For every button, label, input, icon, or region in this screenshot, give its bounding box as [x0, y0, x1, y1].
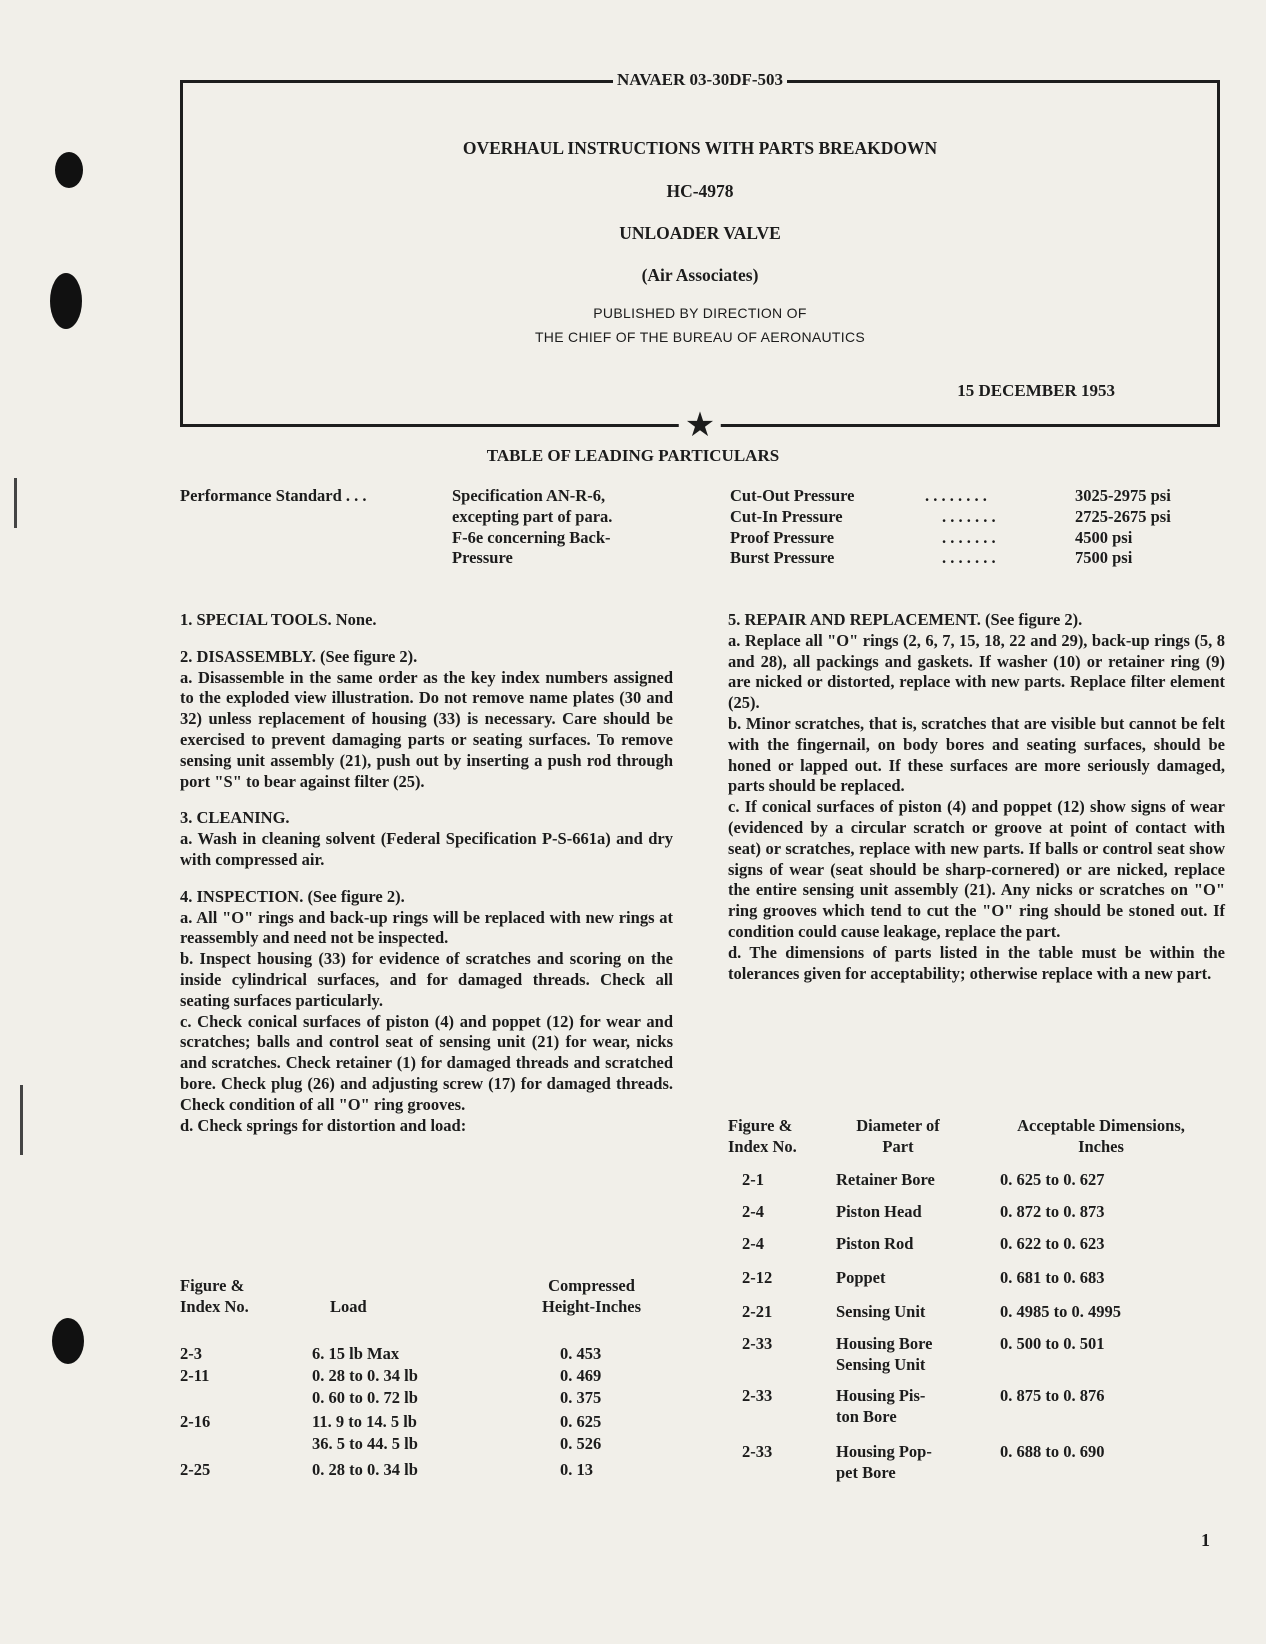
table-cell-dimension: 0. 872 to 0. 873	[1000, 1202, 1105, 1221]
document-title: OVERHAUL INSTRUCTIONS WITH PARTS BREAKDOWN	[462, 138, 938, 158]
section-repair-heading: 5. REPAIR AND REPLACEMENT. (See figure 2).	[728, 610, 1083, 629]
pressure-row: Cut-Out Pressure . . . . . . . . 3025-2975 psi	[730, 486, 1171, 505]
publication-date: 15 DECEMBER 1953	[957, 381, 1115, 400]
manufacturer: (Air Associates)	[641, 265, 759, 285]
table-cell-part: Retainer Bore	[836, 1170, 935, 1189]
table-cell-load: 0. 60 to 0. 72 lb	[312, 1388, 418, 1407]
table-cell-dimension: 0. 622 to 0. 623	[1000, 1234, 1105, 1253]
table-row: 2-21	[742, 1302, 773, 1321]
binder-hole-middle	[50, 273, 82, 329]
table-row: 2-3	[180, 1344, 202, 1363]
table-cell-dimension: 0. 688 to 0. 690	[1000, 1442, 1105, 1461]
dim-table-header-figure: Figure & Index No.	[728, 1116, 797, 1156]
table-cell-load: 0. 28 to 0. 34 lb	[312, 1366, 418, 1385]
dim-table-header-dimensions: Acceptable Dimensions, Inches	[1017, 1116, 1185, 1156]
table-cell-dimension: 0. 500 to 0. 501	[1000, 1334, 1105, 1353]
repair-paragraph-d: d. The dimensions of parts listed in the table must be within the tolerances given for acceptability; otherwise replace with a new part.	[728, 942, 1225, 983]
table-row: 2-12	[742, 1268, 773, 1287]
cleaning-paragraph-a: a. Wash in cleaning solvent (Federal Specification P-S-661a) and dry with compressed air.	[180, 829, 673, 869]
inspection-paragraph-b: b. Inspect housing (33) for evidence of scratches and scoring on the inside cylindrical surfaces, and for damaged threads. Check all seating surfaces particularly.	[180, 949, 673, 1010]
edge-mark	[20, 1085, 23, 1155]
repair-paragraph-a: a. Replace all "O" rings (2, 6, 7, 15, 18, 22 and 29), back-up rings (5, 8 and 28), all packings and gaskets. If washer (10) or retainer ring (9) are nicked or distorted, replace with new parts. Replace filter element (25).	[728, 630, 1225, 713]
spring-table	[180, 1276, 673, 1496]
star-icon: ★	[679, 406, 721, 446]
table-cell-part: Housing Pis- ton Bore	[836, 1386, 926, 1426]
table-cell-load: 36. 5 to 44. 5 lb	[312, 1434, 418, 1453]
page-number: 1	[1201, 1530, 1210, 1550]
pressure-row: Burst Pressure . . . . . . . 7500 psi	[730, 548, 1133, 568]
table-row: 2-16	[180, 1412, 211, 1431]
binder-hole-top	[55, 152, 83, 188]
table-cell-dimension: 0. 625 to 0. 627	[1000, 1170, 1105, 1189]
table-cell-height: 0. 375	[560, 1388, 602, 1407]
table-cell-load: 0. 28 to 0. 34 lb	[312, 1460, 418, 1479]
table-cell-load: 6. 15 lb Max	[312, 1344, 400, 1363]
document-number: NAVAER 03-30DF-503	[183, 70, 1217, 90]
section-disassembly-heading: 2. DISASSEMBLY. (See figure 2).	[180, 646, 418, 666]
dimensions-table	[728, 1116, 1225, 1496]
table-row: 2-11	[180, 1366, 210, 1385]
table-cell-part: Poppet	[836, 1268, 886, 1287]
left-column	[180, 610, 673, 1136]
inspection-paragraph-a: a. All "O" rings and back-up rings will be replaced with new rings at reassembly and need not be inspected.	[180, 907, 673, 948]
leading-particulars-title: TABLE OF LEADING PARTICULARS	[486, 446, 780, 465]
spring-table-header-height: Compressed Height-Inches	[542, 1276, 641, 1316]
performance-standard-value: Specification AN-R-6, excepting part of para. F-6e concerning Back- Pressure	[452, 486, 613, 568]
table-cell-part: Sensing Unit	[836, 1302, 926, 1321]
table-cell-height: 0. 453	[560, 1344, 602, 1363]
model-number: HC-4978	[666, 181, 734, 201]
section-inspection-heading: 4. INSPECTION. (See figure 2).	[180, 886, 405, 906]
section-cleaning-heading: 3. CLEANING.	[180, 808, 290, 828]
table-cell-height: 0. 13	[560, 1460, 593, 1479]
published-by-line-2: THE CHIEF OF THE BUREAU OF AERONAUTICS	[534, 329, 866, 345]
spring-table-header-figure: Figure & Index No.	[180, 1276, 249, 1316]
table-cell-part: Piston Head	[836, 1202, 922, 1221]
disassembly-paragraph-a: a. Disassemble in the same order as the key index numbers assigned to the exploded view illustration. Do not remove name plates (30 and 32) unless replacement of housing (33) is necessary. Care should be exercised to prevent damaging parts or seating surfaces. To remove sensing unit assembly (21), push out by inserting a push rod through port "S" to bear against filter (25).	[180, 667, 673, 791]
table-cell-dimension: 0. 875 to 0. 876	[1000, 1386, 1105, 1405]
published-by-line-1: PUBLISHED BY DIRECTION OF	[593, 305, 807, 321]
table-row: 2-33	[742, 1386, 773, 1405]
pressure-list	[730, 486, 1180, 569]
section-special-tools: 1. SPECIAL TOOLS. None.	[180, 610, 377, 629]
repair-paragraph-b: b. Minor scratches, that is, scratches that are visible but cannot be felt with the fingernail, on body bores and seating surfaces, should be honed or lapped out. If these surfaces are more seriously damaged, parts should be replaced.	[728, 713, 1225, 796]
binder-hole-bottom	[52, 1318, 84, 1364]
table-row: 2-25	[180, 1460, 211, 1479]
spring-table-header-load: Load	[330, 1296, 367, 1316]
title-block	[180, 70, 1220, 444]
table-row: 2-33	[742, 1442, 773, 1461]
performance-standard-label: Performance Standard . . .	[180, 486, 367, 505]
inspection-paragraph-d: d. Check springs for distortion and load:	[180, 1115, 467, 1135]
table-row: 2-4	[742, 1234, 764, 1253]
pressure-row: Cut-In Pressure . . . . . . . 2725-2675 psi	[730, 506, 1171, 526]
table-cell-dimension: 0. 4985 to 0. 4995	[1000, 1302, 1121, 1321]
table-cell-dimension: 0. 681 to 0. 683	[1000, 1268, 1105, 1287]
right-column	[728, 610, 1225, 984]
edge-mark	[14, 478, 17, 528]
table-row: 2-1	[742, 1170, 764, 1189]
equipment-name: UNLOADER VALVE	[619, 223, 781, 243]
inspection-paragraph-c: c. Check conical surfaces of piston (4) and poppet (12) for wear and scratches; balls and control seat of sensing unit (21) for wear, nicks and scratches. Check retainer (1) for damaged threads and scratched bore. Check plug (26) and adjusting screw (17) for damaged threads. Check condition of all "O" ring grooves.	[180, 1011, 673, 1114]
table-cell-height: 0. 469	[560, 1366, 602, 1385]
dim-table-header-part: Diameter of Part	[856, 1116, 940, 1156]
table-cell-height: 0. 625	[560, 1412, 602, 1431]
table-row: 2-33	[742, 1334, 773, 1353]
table-row: 2-4	[742, 1202, 764, 1221]
table-cell-height: 0. 526	[560, 1434, 602, 1453]
table-cell-part: Piston Rod	[836, 1234, 914, 1253]
table-cell-part: Housing Bore Sensing Unit	[836, 1334, 933, 1374]
table-cell-part: Housing Pop- pet Bore	[836, 1442, 932, 1482]
pressure-row: Proof Pressure . . . . . . . 4500 psi	[730, 527, 1133, 547]
table-cell-load: 11. 9 to 14. 5 lb	[312, 1412, 417, 1431]
repair-paragraph-c: c. If conical surfaces of piston (4) and poppet (12) show signs of wear (evidenced by a circular scratch or groove at point of contact with seat) or scratches, replace with new parts. If balls or control seat show signs of wear (seat should be sharp-cornered) or are nicked, replace the entire sensing unit assembly (21). Any nicks or scratches on "O" ring grooves which tend to cut the "O" ring should be stoned out. If condition could cause leakage, replace the part.	[728, 797, 1225, 941]
